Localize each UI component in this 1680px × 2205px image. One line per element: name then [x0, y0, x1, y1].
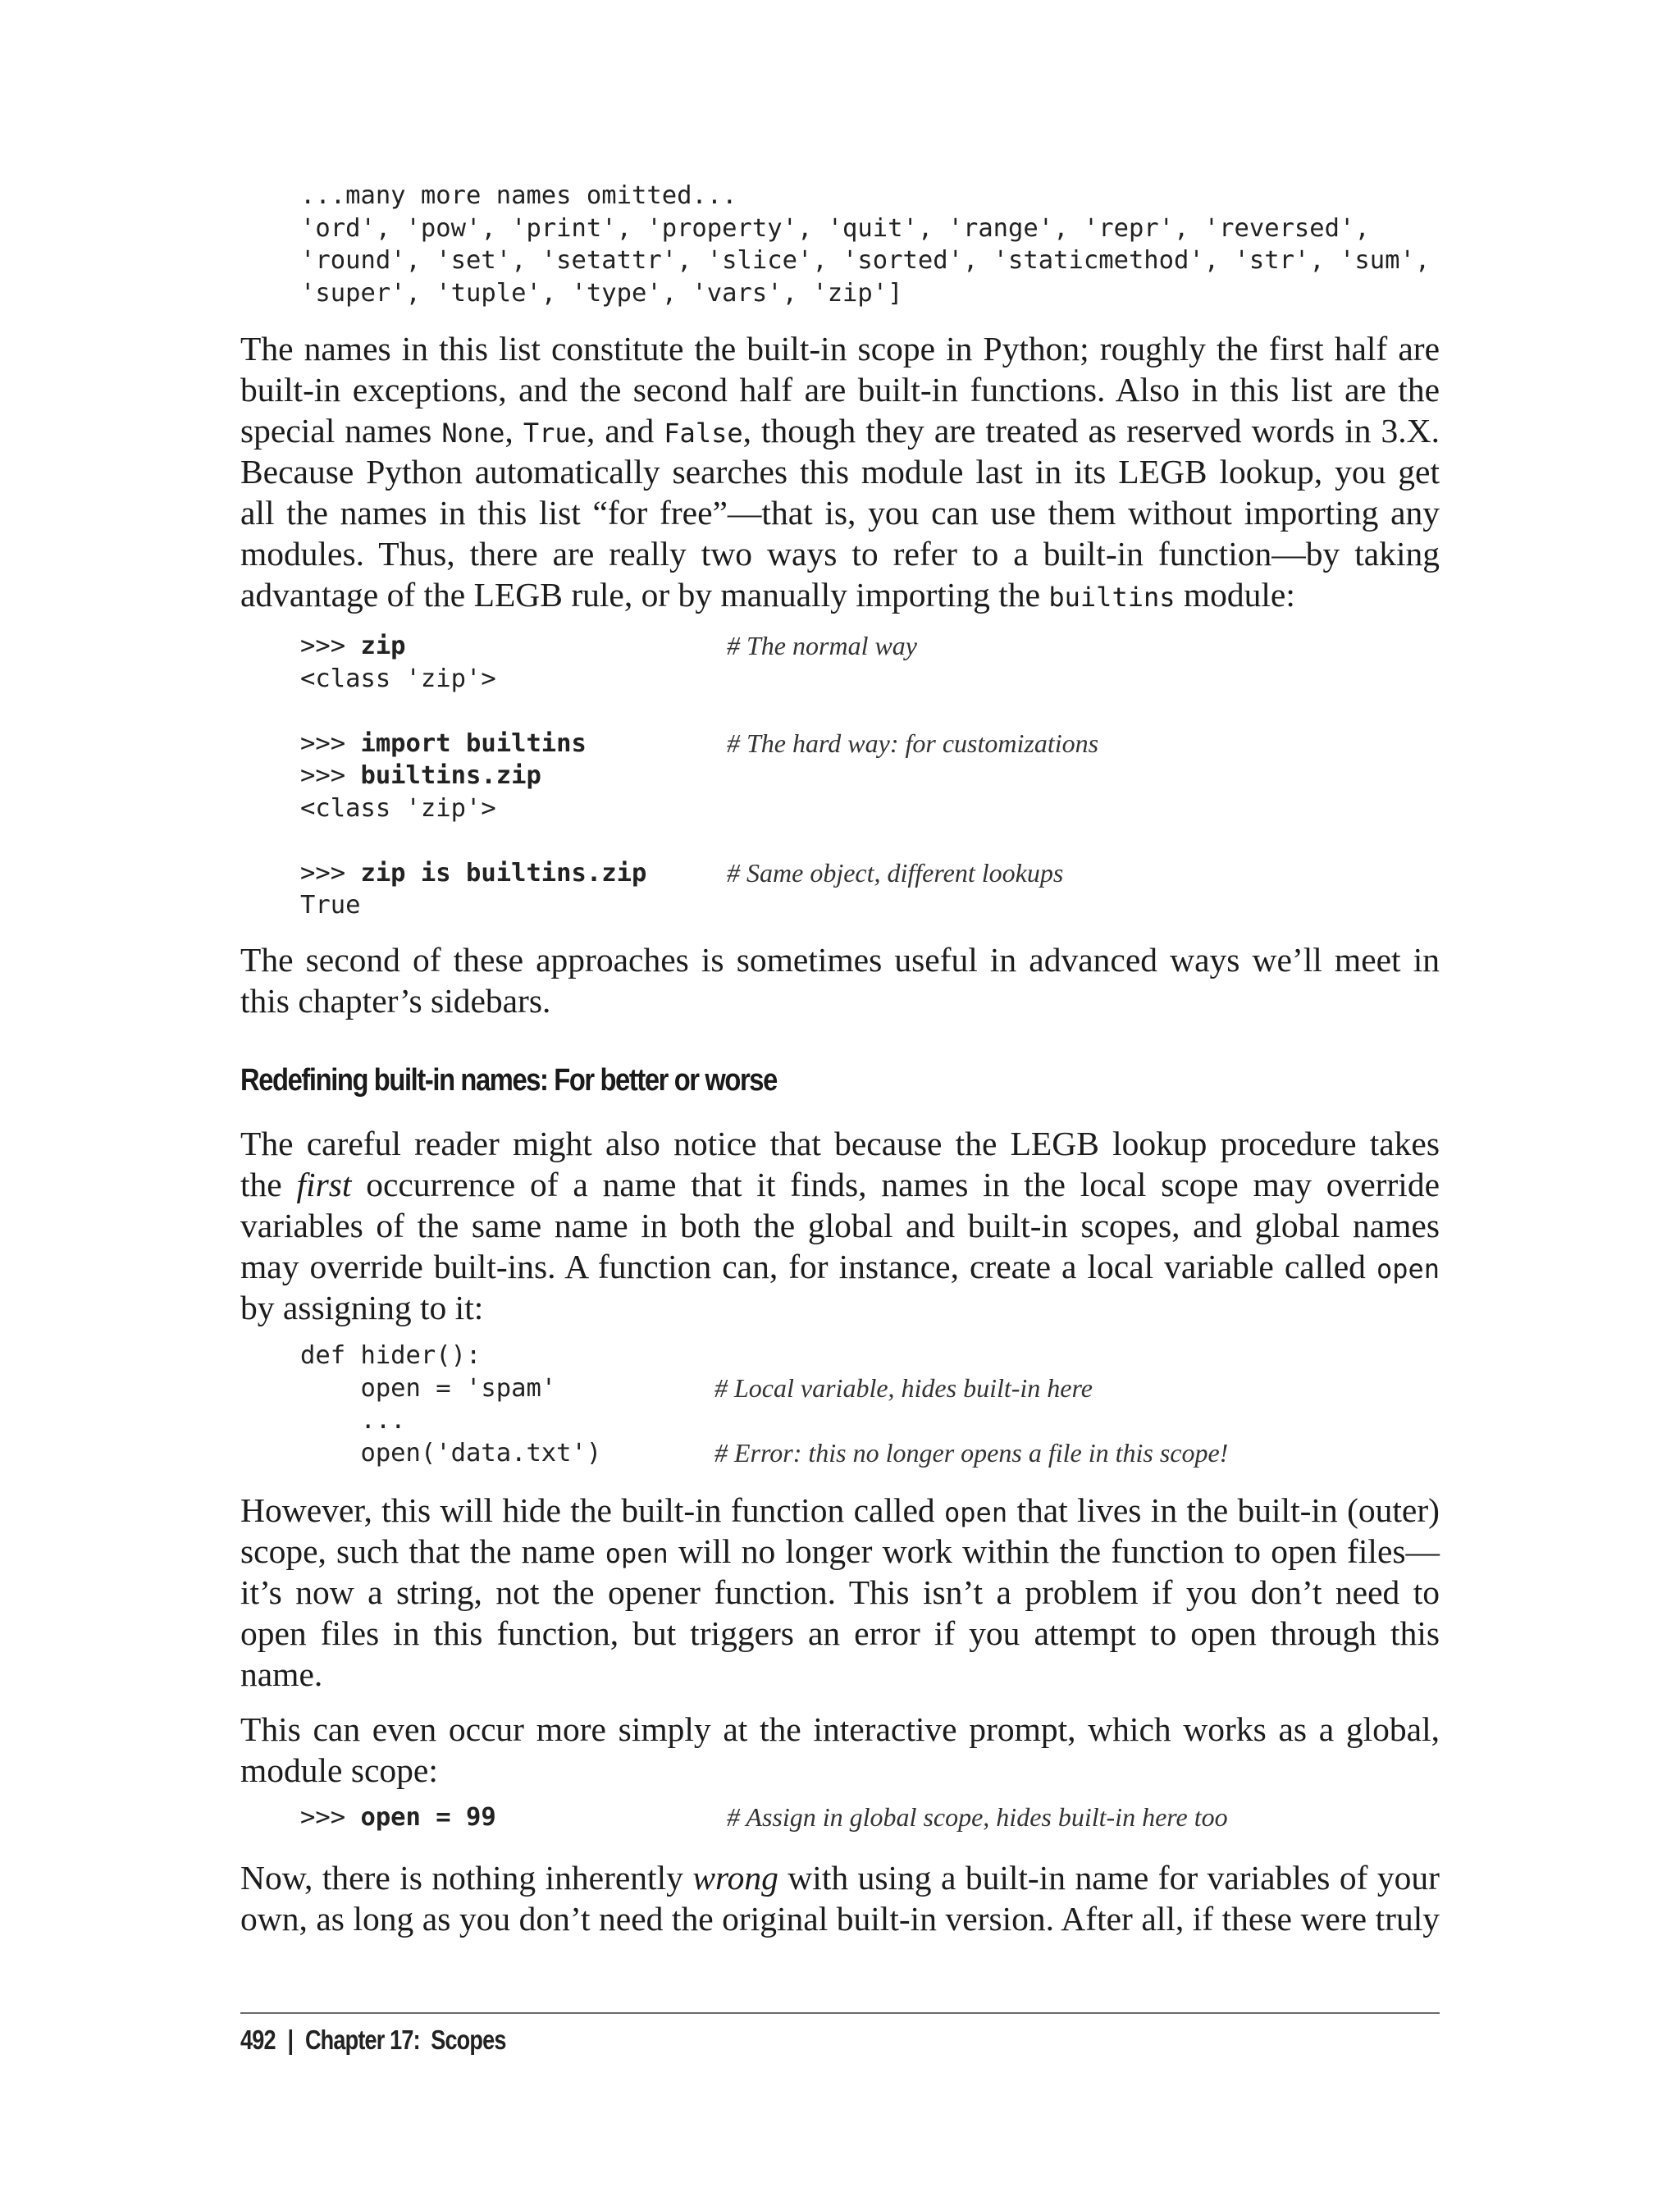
text-line: may override built-ins. A function can, for instance, create a local variable called open	[240, 1248, 1440, 1285]
text-line: this chapter’s sidebars.	[240, 982, 551, 1020]
code-block-builtins-list	[300, 180, 1430, 309]
code-line-blank	[300, 824, 646, 857]
text-line: built-in exceptions, and the second half are built-in functions. Also in this list are the	[240, 371, 1440, 409]
text-line: it’s now a string, not the opener function. This isn’t a problem if you don’t need to	[240, 1573, 1440, 1611]
text-line: However, this will hide the built-in function called open that lives in the built-in (outer)	[240, 1491, 1440, 1529]
code-line: >>> open = 99 # Assign in global scope, hides built-in here too	[300, 1801, 496, 1834]
code-line: ...many more names omitted...	[300, 181, 737, 210]
text-line: modules. Thus, there are really two ways to refer to a built-in function—by taking	[240, 535, 1440, 573]
text-line: variables of the same name in both the global and built-in scopes, and global names	[240, 1207, 1440, 1244]
code-block-hider-function	[300, 1340, 1229, 1469]
code-comment: # Same object, different lookups	[727, 857, 1064, 888]
inline-code: None	[441, 418, 505, 449]
section-heading: Redefining built-in names: For better or worse	[240, 1063, 777, 1098]
code-comment: # Error: this no longer opens a file in this scope!	[714, 1437, 1229, 1468]
code-line: <class 'zip'>	[300, 793, 496, 823]
inline-code: False	[664, 418, 743, 449]
code-line: True	[300, 891, 361, 920]
text-line: name.	[240, 1655, 323, 1693]
paragraph-legb-override	[240, 1123, 1440, 1328]
paragraph-hide-open	[240, 1490, 1440, 1695]
text-line: The careful reader might also notice that because the LEGB lookup procedure takes	[240, 1125, 1440, 1162]
code-line: 'ord', 'pow', 'print', 'property', 'quit', 'range', 'repr', 'reversed',	[300, 213, 1370, 243]
code-line: <class 'zip'>	[300, 664, 496, 693]
text-line: open files in this function, but triggers an error if you attempt to open through this	[240, 1614, 1440, 1652]
code-comment: # The normal way	[727, 631, 917, 660]
text-line: advantage of the LEGB rule, or by manually importing the builtins module:	[240, 576, 1295, 614]
text-line: the first occurrence of a name that it finds, names in the local scope may override	[240, 1166, 1440, 1203]
chapter-title: Chapter 17: Scopes	[304, 2025, 506, 2055]
code-line: 'super', 'tuple', 'type', 'vars', 'zip']	[300, 278, 903, 308]
code-block-open-assignment	[300, 1801, 1228, 1834]
inline-code: open	[944, 1497, 1008, 1528]
text-line: This can even occur more simply at the interactive prompt, which works as a global,	[240, 1710, 1440, 1748]
code-line: >>> import builtins # The hard way: for customizations	[300, 728, 646, 760]
code-comment: # Local variable, hides built-in here	[714, 1372, 1093, 1403]
code-line: open = 'spam' # Local variable, hides built-in here	[300, 1372, 601, 1405]
footer-separator: |	[287, 2025, 294, 2055]
code-line: >>> zip # The normal way	[300, 630, 646, 663]
text-line: special names None, True, and False, though they are treated as reserved words in 3.X.	[240, 412, 1440, 450]
code-line: 'round', 'set', 'setattr', 'slice', 'sorted', 'staticmethod', 'str', 'sum',	[300, 246, 1431, 275]
text-line: scope, such that the name open will no longer work within the function to open files—	[240, 1532, 1440, 1570]
code-line-blank	[300, 695, 646, 728]
inline-code: open	[605, 1538, 669, 1569]
text-line: by assigning to it:	[240, 1289, 484, 1326]
paragraph-builtin-scope	[240, 328, 1440, 615]
inline-code: open	[1376, 1253, 1440, 1285]
text-line: The second of these approaches is sometimes useful in advanced ways we’ll meet in	[240, 941, 1440, 979]
page-footer	[240, 2025, 506, 2056]
inline-code: True	[523, 418, 587, 449]
code-line: >>> builtins.zip	[300, 761, 541, 790]
code-comment: # The hard way: for customizations	[727, 728, 1099, 758]
code-line: ...	[300, 1406, 406, 1435]
paragraph-nothing-wrong	[240, 1857, 1440, 1939]
code-line: >>> zip is builtins.zip # Same object, different lookups	[300, 857, 646, 890]
emphasis: first	[296, 1166, 352, 1203]
paragraph-second-approach	[240, 939, 1440, 1021]
code-line: open('data.txt') # Error: this no longer opens a file in this scope!	[300, 1437, 601, 1470]
code-comment: # Assign in global scope, hides built-in here too	[727, 1802, 1228, 1832]
text-line: Because Python automatically searches this module last in its LEGB lookup, you get	[240, 453, 1440, 491]
footer-divider	[240, 2012, 1440, 2014]
paragraph-interactive-prompt	[240, 1709, 1440, 1791]
emphasis: wrong	[692, 1859, 778, 1897]
text-line: all the names in this list “for free”—that is, you can use them without importing any	[240, 494, 1440, 532]
code-line: def hider():	[300, 1341, 482, 1370]
text-line: module scope:	[240, 1751, 438, 1789]
text-line: Now, there is nothing inherently wrong with using a built-in name for variables of your	[240, 1859, 1440, 1897]
text-line: The names in this list constitute the built-in scope in Python; roughly the first half are	[240, 330, 1440, 368]
text-line: own, as long as you don’t need the original built-in version. After all, if these were truly	[240, 1900, 1440, 1938]
code-block-zip-lookup	[300, 630, 1099, 922]
page-number: 492	[240, 2025, 276, 2055]
inline-code: builtins	[1048, 582, 1176, 613]
